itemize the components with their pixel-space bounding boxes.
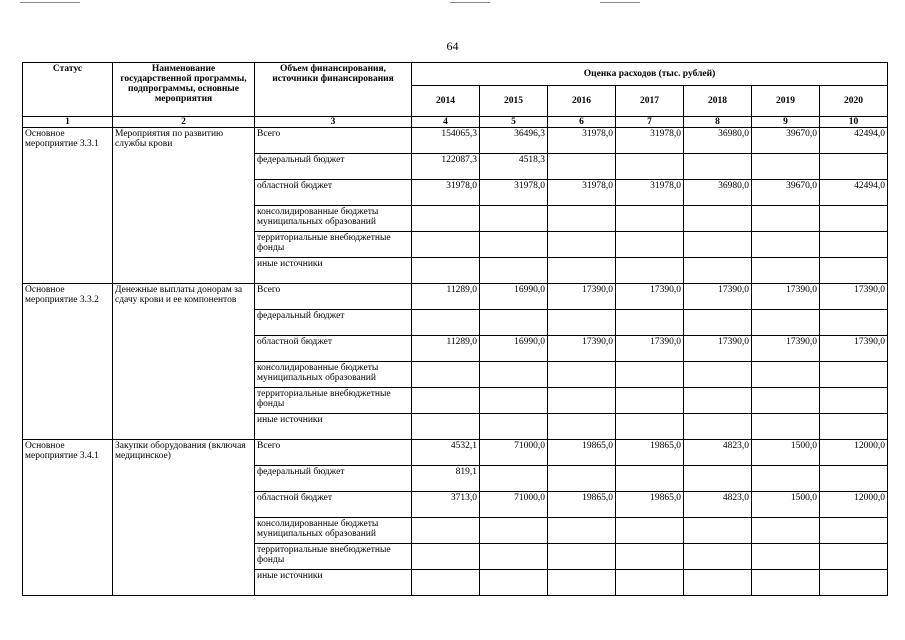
value-cell <box>820 206 888 232</box>
scan-artifact-line <box>20 2 80 3</box>
value-cell <box>412 310 480 336</box>
funding-source: консолидированные бюджеты муниципальных образований <box>255 206 412 232</box>
value-cell <box>412 518 480 544</box>
value-cell <box>820 544 888 570</box>
value-cell <box>752 310 820 336</box>
value-cell <box>480 232 548 258</box>
value-cell: 17390,0 <box>752 336 820 362</box>
value-cell <box>480 518 548 544</box>
value-cell <box>616 258 684 284</box>
value-cell <box>548 206 616 232</box>
value-cell: 31978,0 <box>616 128 684 154</box>
funding-source: консолидированные бюджеты муниципальных образований <box>255 518 412 544</box>
section-name: Закупки оборудования (включая медицинское) <box>113 440 255 596</box>
value-cell: 39670,0 <box>752 180 820 206</box>
value-cell <box>820 518 888 544</box>
value-cell <box>616 232 684 258</box>
value-cell: 42494,0 <box>820 180 888 206</box>
value-cell <box>684 232 752 258</box>
funding-source: Всего <box>255 128 412 154</box>
value-cell <box>820 570 888 596</box>
header-status: Статус <box>23 63 113 117</box>
funding-source: областной бюджет <box>255 336 412 362</box>
value-cell <box>684 388 752 414</box>
column-number: 1 <box>23 117 113 128</box>
table-row <box>23 284 888 310</box>
value-cell <box>548 388 616 414</box>
value-cell <box>684 154 752 180</box>
header-name: Наименование государственной программы, подпрограммы, основные мероприятия <box>113 63 255 117</box>
scan-artifact-line <box>450 2 490 3</box>
value-cell <box>752 414 820 440</box>
table-row <box>23 128 888 154</box>
value-cell <box>616 388 684 414</box>
value-cell: 4518,3 <box>480 154 548 180</box>
value-cell <box>412 570 480 596</box>
value-cell <box>616 518 684 544</box>
value-cell: 17390,0 <box>820 336 888 362</box>
scan-artifact-line <box>600 2 640 3</box>
value-cell <box>412 258 480 284</box>
value-cell <box>548 518 616 544</box>
funding-source: консолидированные бюджеты муниципальных образований <box>255 362 412 388</box>
section-name: Мероприятия по развитию службы крови <box>113 128 255 284</box>
funding-source: федеральный бюджет <box>255 466 412 492</box>
value-cell <box>548 362 616 388</box>
value-cell <box>412 232 480 258</box>
value-cell: 16990,0 <box>480 284 548 310</box>
value-cell <box>684 206 752 232</box>
value-cell <box>548 544 616 570</box>
value-cell <box>616 310 684 336</box>
value-cell <box>548 414 616 440</box>
value-cell <box>684 466 752 492</box>
value-cell: 31978,0 <box>548 180 616 206</box>
value-cell <box>684 570 752 596</box>
column-number: 8 <box>684 117 752 128</box>
value-cell <box>752 544 820 570</box>
funding-source: территориальные внебюджетные фонды <box>255 388 412 414</box>
value-cell: 819,1 <box>412 466 480 492</box>
funding-source: территориальные внебюджетные фонды <box>255 544 412 570</box>
value-cell <box>684 518 752 544</box>
column-number: 9 <box>752 117 820 128</box>
value-cell: 122087,3 <box>412 154 480 180</box>
value-cell <box>752 388 820 414</box>
value-cell: 17390,0 <box>616 284 684 310</box>
value-cell <box>412 414 480 440</box>
value-cell: 36980,0 <box>684 128 752 154</box>
value-cell: 36980,0 <box>684 180 752 206</box>
value-cell <box>480 310 548 336</box>
value-cell <box>820 466 888 492</box>
value-cell <box>752 258 820 284</box>
funding-source: иные источники <box>255 414 412 440</box>
section-status: Основное мероприятие 3.4.1 <box>23 440 113 596</box>
value-cell <box>616 570 684 596</box>
value-cell <box>684 544 752 570</box>
value-cell <box>752 232 820 258</box>
header-estimate: Оценка расходов (тыс. рублей) <box>412 63 888 86</box>
value-cell <box>820 258 888 284</box>
value-cell: 11289,0 <box>412 336 480 362</box>
header-year: 2017 <box>616 86 684 117</box>
value-cell: 19865,0 <box>548 492 616 518</box>
value-cell <box>752 518 820 544</box>
value-cell: 4823,0 <box>684 440 752 466</box>
value-cell <box>480 388 548 414</box>
value-cell <box>480 544 548 570</box>
header-year: 2014 <box>412 86 480 117</box>
value-cell <box>752 570 820 596</box>
funding-source: Всего <box>255 284 412 310</box>
value-cell: 12000,0 <box>820 440 888 466</box>
funding-source: территориальные внебюджетные фонды <box>255 232 412 258</box>
value-cell <box>412 544 480 570</box>
value-cell: 19865,0 <box>616 440 684 466</box>
value-cell: 39670,0 <box>752 128 820 154</box>
budget-table <box>22 62 888 596</box>
value-cell: 36496,3 <box>480 128 548 154</box>
value-cell <box>480 206 548 232</box>
funding-source: иные источники <box>255 570 412 596</box>
section-name: Денежные выплаты донорам за сдачу крови и ее компонентов <box>113 284 255 440</box>
value-cell: 1500,0 <box>752 492 820 518</box>
value-cell: 17390,0 <box>684 284 752 310</box>
header-year: 2019 <box>752 86 820 117</box>
column-number: 5 <box>480 117 548 128</box>
funding-source: областной бюджет <box>255 180 412 206</box>
value-cell <box>480 258 548 284</box>
section-status: Основное мероприятие 3.3.2 <box>23 284 113 440</box>
header-year: 2015 <box>480 86 548 117</box>
value-cell: 31978,0 <box>412 180 480 206</box>
value-cell <box>820 362 888 388</box>
value-cell: 31978,0 <box>616 180 684 206</box>
value-cell <box>548 570 616 596</box>
value-cell: 17390,0 <box>616 336 684 362</box>
header-year: 2020 <box>820 86 888 117</box>
value-cell <box>548 154 616 180</box>
section-status: Основное мероприятие 3.3.1 <box>23 128 113 284</box>
value-cell <box>480 466 548 492</box>
value-cell: 1500,0 <box>752 440 820 466</box>
value-cell <box>616 154 684 180</box>
value-cell <box>548 466 616 492</box>
value-cell: 17390,0 <box>684 336 752 362</box>
column-number: 4 <box>412 117 480 128</box>
value-cell <box>684 414 752 440</box>
value-cell <box>616 206 684 232</box>
value-cell: 42494,0 <box>820 128 888 154</box>
value-cell <box>548 232 616 258</box>
value-cell: 12000,0 <box>820 492 888 518</box>
column-number: 3 <box>255 117 412 128</box>
value-cell <box>752 206 820 232</box>
value-cell: 17390,0 <box>548 284 616 310</box>
value-cell: 3713,0 <box>412 492 480 518</box>
value-cell <box>616 414 684 440</box>
value-cell <box>480 362 548 388</box>
column-number: 6 <box>548 117 616 128</box>
column-number: 10 <box>820 117 888 128</box>
value-cell <box>752 154 820 180</box>
value-cell: 11289,0 <box>412 284 480 310</box>
funding-source: иные источники <box>255 258 412 284</box>
value-cell <box>752 362 820 388</box>
value-cell <box>548 258 616 284</box>
value-cell: 17390,0 <box>752 284 820 310</box>
value-cell: 19865,0 <box>548 440 616 466</box>
value-cell <box>412 388 480 414</box>
value-cell <box>820 388 888 414</box>
value-cell <box>616 544 684 570</box>
value-cell <box>480 570 548 596</box>
value-cell: 31978,0 <box>480 180 548 206</box>
funding-source: федеральный бюджет <box>255 310 412 336</box>
column-number: 2 <box>113 117 255 128</box>
header-funding: Объем финансирования, источники финансирования <box>255 63 412 117</box>
value-cell <box>820 414 888 440</box>
value-cell: 17390,0 <box>548 336 616 362</box>
table-row <box>23 440 888 466</box>
value-cell: 4823,0 <box>684 492 752 518</box>
column-number: 7 <box>616 117 684 128</box>
value-cell: 31978,0 <box>548 128 616 154</box>
value-cell: 19865,0 <box>616 492 684 518</box>
value-cell <box>480 414 548 440</box>
value-cell <box>820 154 888 180</box>
value-cell <box>684 310 752 336</box>
funding-source: областной бюджет <box>255 492 412 518</box>
value-cell <box>684 258 752 284</box>
value-cell <box>820 232 888 258</box>
value-cell <box>616 362 684 388</box>
value-cell: 71000,0 <box>480 492 548 518</box>
page-number: 64 <box>446 39 459 53</box>
value-cell: 17390,0 <box>820 284 888 310</box>
value-cell <box>616 466 684 492</box>
value-cell <box>412 206 480 232</box>
funding-source: федеральный бюджет <box>255 154 412 180</box>
value-cell <box>548 310 616 336</box>
value-cell: 71000,0 <box>480 440 548 466</box>
value-cell <box>820 310 888 336</box>
header-year: 2016 <box>548 86 616 117</box>
value-cell <box>752 466 820 492</box>
value-cell: 4532,1 <box>412 440 480 466</box>
value-cell <box>684 362 752 388</box>
header-year: 2018 <box>684 86 752 117</box>
funding-source: Всего <box>255 440 412 466</box>
value-cell: 154065,3 <box>412 128 480 154</box>
value-cell <box>412 362 480 388</box>
value-cell: 16990,0 <box>480 336 548 362</box>
